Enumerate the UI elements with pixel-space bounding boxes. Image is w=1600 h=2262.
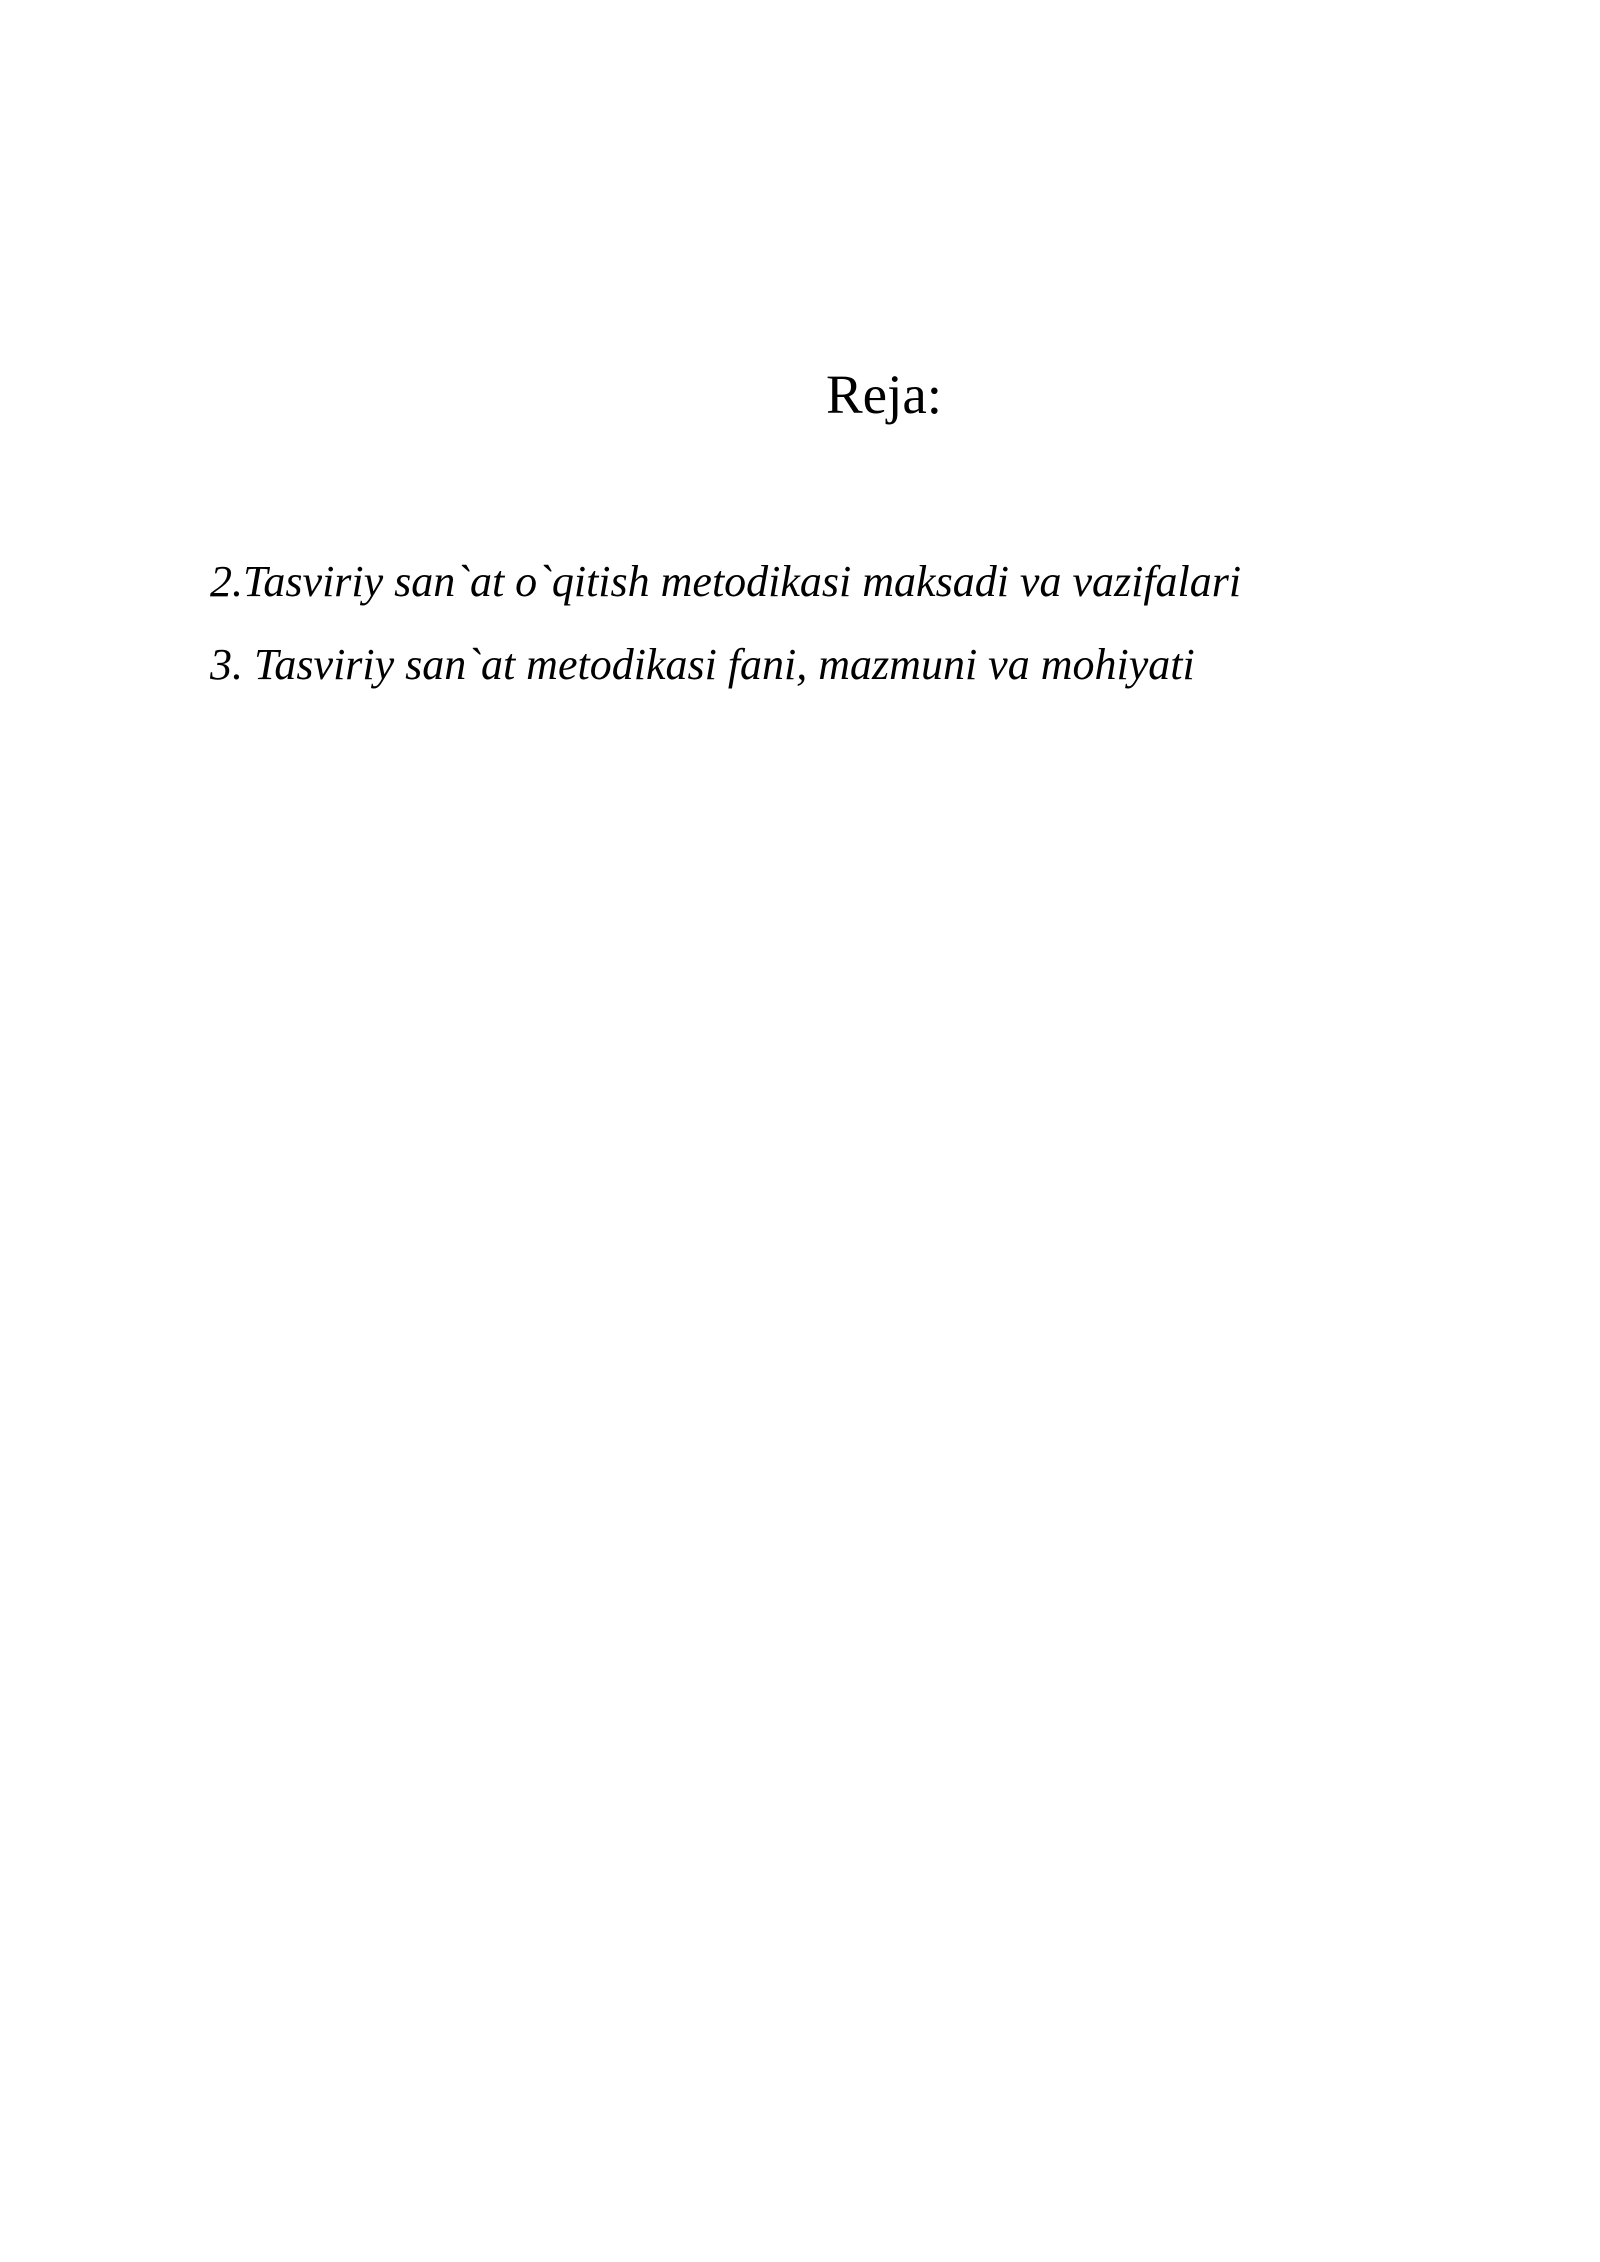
plan-item: 2.Tasviriy san`at o`qitish metodikasi maksadi va vazifalari xyxy=(210,557,1242,606)
plan-item: 3. Tasviriy san`at metodikasi fani, mazmuni va mohiyati xyxy=(210,640,1195,689)
document-title: Reja: xyxy=(826,364,943,425)
plan-list xyxy=(210,540,1241,706)
